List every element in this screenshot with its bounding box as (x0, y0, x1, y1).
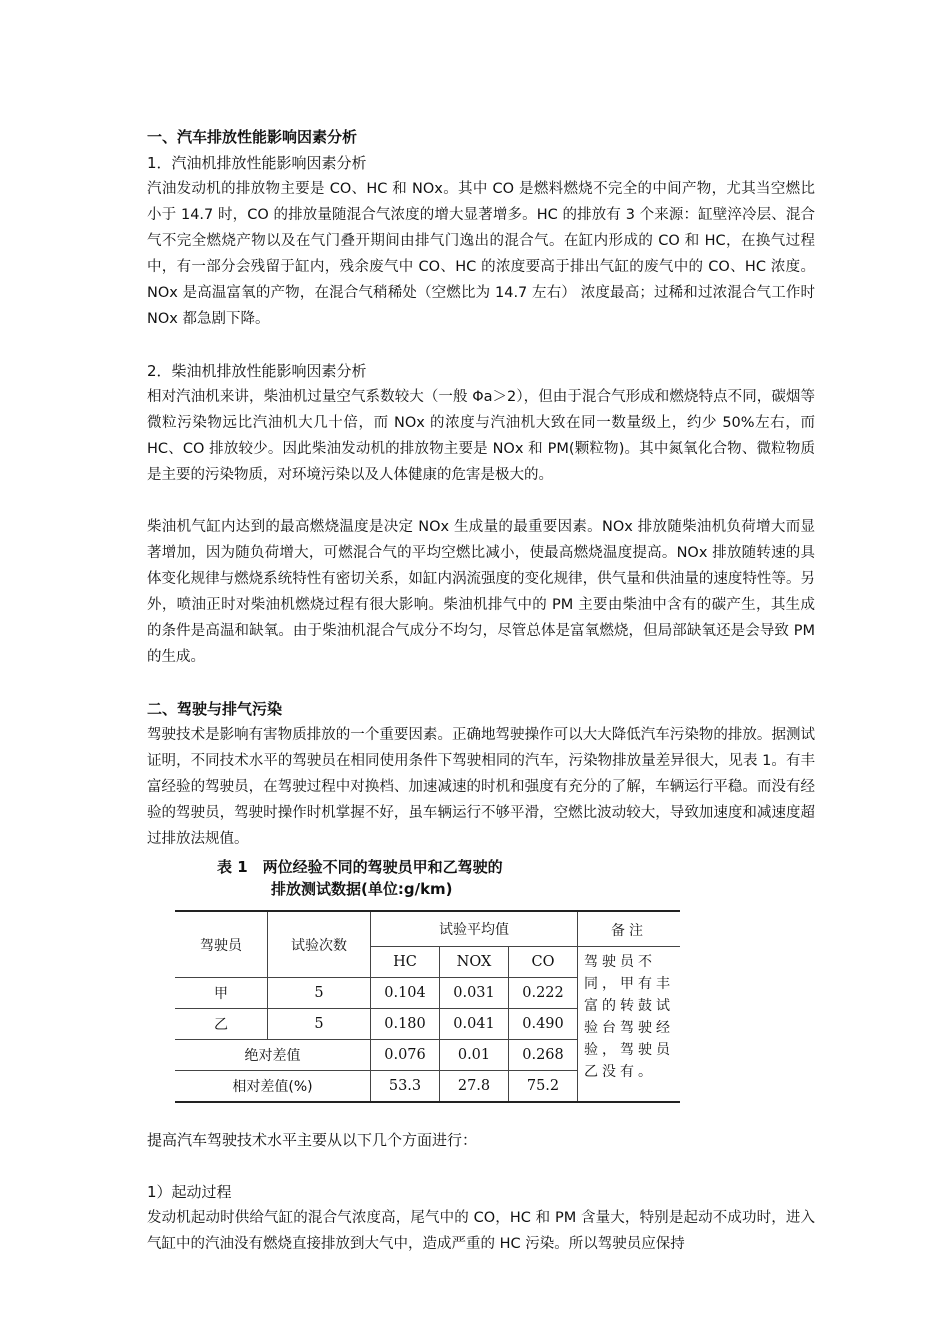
header-driver: 驾驶员 (175, 911, 268, 978)
section-1-2-heading: 2．柴油机排放性能影响因素分析 (147, 362, 367, 380)
after-table-text: 提高汽车驾驶技术水平主要从以下几个方面进行： (147, 1131, 478, 1149)
section-2-heading: 二、驾驶与排气污染 (147, 700, 283, 718)
section-2-paragraph: 驾驶技术是影响有害物质排放的一个重要因素。正确地驾驶操作可以大大降低汽车污染物的排放。据测试证明，不同技术水平的驾驶员在相同使用条件下驾驶相同的汽车，污染物排放量差异很大，见表 1。有丰富经验的驾驶员，在驾驶过程中对换档、加速减速的时机和强度有充分的了解，车辆运行平稳。而没有经验的驾驶员，驾驶时操作时机掌握不好，虽车辆运行不够平滑，空燃比波动较大，导致加速度和减速度超过排放法规值。 (147, 727, 815, 847)
cell-abs-label: 绝对差值 (175, 1040, 371, 1071)
cell-co-b: 0.490 (509, 1009, 578, 1040)
cell-rel-hc: 53.3 (371, 1071, 440, 1103)
note-cell: 驾驶员不同，甲有丰富的转鼓试验台驾驶经验，驾驶员乙没有。 (578, 947, 681, 1103)
cell-hc-a: 0.104 (371, 978, 440, 1009)
section-1-1-paragraph: 汽油发动机的排放物主要是 CO、HC 和 NOx。其中 CO 是燃料燃烧不完全的中间产物，尤其当空燃比小于 14.7 时，CO 的排放量随混合气浓度的增大显著增多。HC 的排放有 3 个来源：缸壁淬冷层、混合气不完全燃烧产物以及在气门叠开期间由排气门逸出的混合气。在缸内形成的 CO 和 HC，在换气过程中，有一部分会残留于缸内，残余废气中 CO、HC 的浓度要高于排出气缸的废气中的 CO、HC 浓度。NOx 是高温富氧的产物，在混合气稍稀处（空燃比为 14.7 左右） 浓度最高；过稀和过浓混合气工作时 NOx 都急剧下降。 (147, 181, 815, 327)
header-count: 试验次数 (268, 911, 371, 978)
section-1-heading: 一、汽车排放性能影响因素分析 (147, 128, 358, 146)
table-caption-line-1: 表 1 两位经验不同的驾驶员甲和乙驾驶的 (217, 858, 503, 876)
table-caption (217, 856, 815, 900)
table-caption-line-2: 排放测试数据(单位:g/km) (271, 880, 453, 898)
cell-count-a: 5 (268, 978, 371, 1009)
cell-co-a: 0.222 (509, 978, 578, 1009)
cell-hc-b: 0.180 (371, 1009, 440, 1040)
cell-abs-nox: 0.01 (440, 1040, 509, 1071)
cell-count-b: 5 (268, 1009, 371, 1040)
section-2-1-paragraph: 发动机起动时供给气缸的混合气浓度高，尾气中的 CO，HC 和 PM 含量大，特别是起动不成功时，进入气缸中的汽油没有燃烧直接排放到大气中，造成严重的 HC 污染。所以驾驶员应保持 (147, 1210, 815, 1252)
cell-rel-nox: 27.8 (440, 1071, 509, 1103)
section-2-1-heading: 1）起动过程 (147, 1183, 232, 1201)
cell-driver-b: 乙 (175, 1009, 268, 1040)
header-hc: HC (371, 947, 440, 978)
header-nox: NOX (440, 947, 509, 978)
cell-nox-b: 0.041 (440, 1009, 509, 1040)
section-1-2-paragraph: 相对汽油机来讲，柴油机过量空气系数较大（一般 Φa＞2），但由于混合气形成和燃烧特点不同，碳烟等微粒污染物远比汽油机大几十倍，而 NOx 的浓度与汽油机大致在同一数量级上，约少 50%左右，而 HC、CO 排放较少。因此柴油发动机的排放物主要是 NOx 和 PM(颗粒物)。其中氮氧化合物、微粒物质是主要的污染物质，对环境污染以及人体健康的危害是极大的。 (147, 389, 815, 483)
cell-nox-a: 0.031 (440, 978, 509, 1009)
cell-rel-co: 75.2 (509, 1071, 578, 1103)
header-average: 试验平均值 (371, 911, 578, 947)
emission-table (175, 910, 680, 1103)
header-note: 备注 (578, 911, 681, 947)
cell-rel-label: 相对差值(%) (175, 1071, 371, 1103)
document-page (147, 124, 815, 1257)
section-1-1-heading: 1．汽油机排放性能影响因素分析 (147, 154, 367, 172)
header-co: CO (509, 947, 578, 978)
cell-abs-co: 0.268 (509, 1040, 578, 1071)
cell-driver-a: 甲 (175, 978, 268, 1009)
cell-abs-hc: 0.076 (371, 1040, 440, 1071)
section-1-3-paragraph: 柴油机气缸内达到的最高燃烧温度是决定 NOx 生成量的最重要因素。NOx 排放随柴油机负荷增大而显著增加，因为随负荷增大，可燃混合气的平均空燃比减小，使最高燃烧温度提高。NOx 排放随转速的具体变化规律与燃烧系统特性有密切关系，如缸内涡流强度的变化规律，供气量和供油量的速度特性等。另外，喷油正时对柴油机燃烧过程有很大影响。柴油机排气中的 PM 主要由柴油中含有的碳产生，其生成的条件是高温和缺氧。由于柴油机混合气成分不均匀，尽管总体是富氧燃烧，但局部缺氧还是会导致 PM 的生成。 (147, 519, 815, 665)
